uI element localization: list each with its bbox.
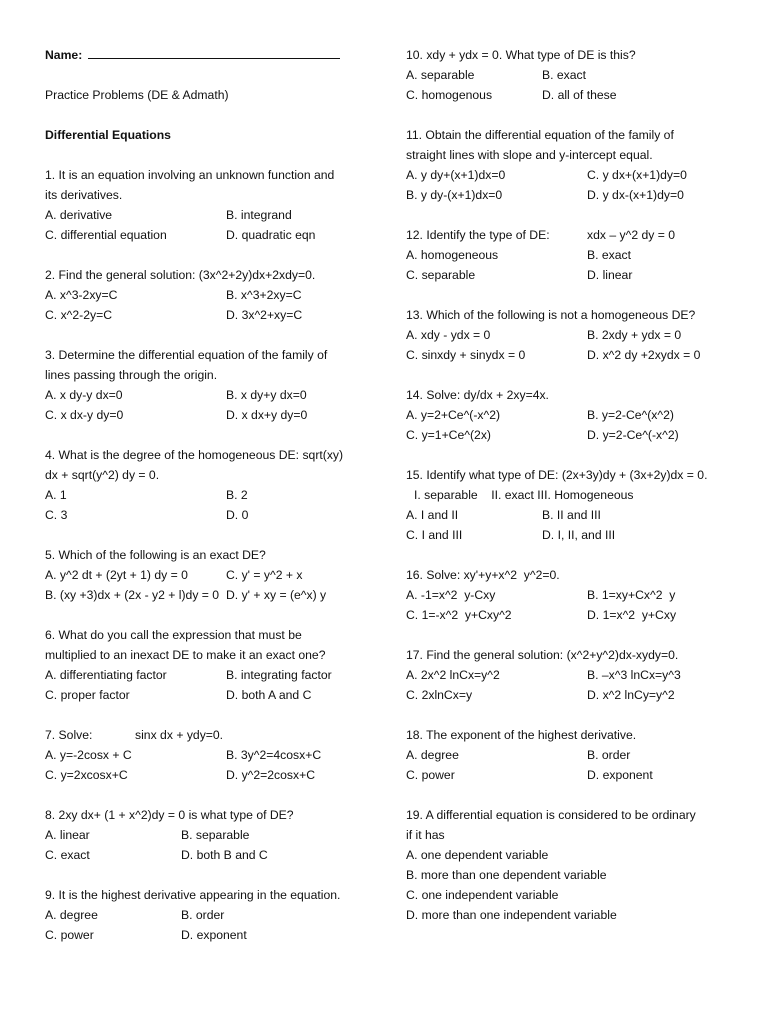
choice-row — [406, 265, 746, 285]
question-11 — [406, 125, 746, 205]
choice-option: D. more than one independent variable — [406, 908, 617, 922]
choice-option: B. more than one dependent variable — [406, 868, 607, 882]
choice-option: D. 1=x^2 y+Cxy — [587, 608, 677, 622]
choice-option: D. x dx+y dy=0 — [226, 408, 308, 422]
choice-option: A. y^2 dt + (2yt + 1) dy = 0 — [45, 568, 188, 582]
choice-option: A. y dy+(x+1)dx=0 — [406, 168, 506, 182]
choice-option: C. power — [406, 768, 455, 782]
choice-option: D. x^2 lnCy=y^2 — [587, 688, 675, 702]
choice-option: C. sinxdy + sinydx = 0 — [406, 348, 526, 362]
question-4 — [45, 445, 375, 525]
choice-option: C. 2xlnCx=y — [406, 688, 473, 702]
choice-option: A. one dependent variable — [406, 848, 549, 862]
choice-row — [406, 745, 746, 765]
choice-option: B. 3y^2=4cosx+C — [226, 748, 322, 762]
choice-option: B. 2xdy + ydx = 0 — [587, 328, 682, 342]
choice-option: A. x^3-2xy=C — [45, 288, 118, 302]
choice-option: D. I, II, and III — [542, 528, 616, 542]
choice-option: A. y=2+Ce^(-x^2) — [406, 408, 501, 422]
question-text: 14. Solve: dy/dx + 2xy=4x. — [406, 388, 549, 402]
question-2 — [45, 265, 375, 325]
choice-option: A. 2x^2 lnCx=y^2 — [406, 668, 500, 682]
choice-option: A. derivative — [45, 208, 113, 222]
choice-option: B. y=2-Ce^(x^2) — [587, 408, 674, 422]
choice-option: A. I and II — [406, 508, 459, 522]
question-text: multiplied to an inexact DE to make it an exact one? — [45, 648, 326, 662]
question-text: straight lines with slope and y-intercept equal. — [406, 148, 653, 162]
question-text: 17. Find the general solution: (x^2+y^2)dx-xydy=0. — [406, 648, 679, 662]
right-column — [406, 45, 746, 945]
question-text: 19. A differential equation is considered to be ordinary — [406, 808, 696, 822]
choice-option: D. 3x^2+xy=C — [226, 308, 303, 322]
question-text-row — [45, 725, 375, 745]
choice-option: B. exact — [587, 248, 632, 262]
choice-option: B. order — [181, 908, 225, 922]
choice-option: A. 1 — [45, 488, 67, 502]
choice-row — [406, 685, 746, 705]
question-1 — [45, 165, 375, 245]
name-blank-line — [88, 45, 340, 59]
choice-option: A. xdy - ydx = 0 — [406, 328, 491, 342]
question-text: 18. The exponent of the highest derivative. — [406, 728, 637, 742]
choice-option: B. exact — [542, 68, 587, 82]
choice-option: A. x dy-y dx=0 — [45, 388, 123, 402]
choice-row — [45, 485, 375, 505]
question-8 — [45, 805, 375, 865]
choice-row — [45, 765, 375, 785]
question-text-row — [406, 225, 746, 245]
question-text: 3. Determine the differential equation of the family of — [45, 348, 328, 362]
question-12 — [406, 225, 746, 285]
choice-option: D. x^2 dy +2xydx = 0 — [587, 348, 701, 362]
choice-option: D. all of these — [542, 88, 617, 102]
choice-option: B. II and III — [542, 508, 601, 522]
choice-option: C. y' = y^2 + x — [226, 568, 303, 582]
choice-option: B. –x^3 lnCx=y^3 — [587, 668, 681, 682]
choice-option: C. x dx-y dy=0 — [45, 408, 124, 422]
choice-option: D. y dx-(x+1)dy=0 — [587, 188, 684, 202]
choice-option: C. one independent variable — [406, 888, 559, 902]
question-text: 1. It is an equation involving an unknown function and — [45, 168, 335, 182]
question-7 — [45, 725, 375, 785]
choice-option: C. homogenous — [406, 88, 493, 102]
choice-option: C. y dx+(x+1)dy=0 — [587, 168, 687, 182]
choice-option: A. degree — [406, 748, 459, 762]
choice-option: D. y' + xy = (e^x) y — [226, 588, 327, 602]
question-text: 12. Identify the type of DE: — [406, 228, 550, 242]
choice-option: A. y=-2cosx + C — [45, 748, 132, 762]
question-13 — [406, 305, 746, 365]
question-9 — [45, 885, 375, 945]
choice-option: B. integrand — [226, 208, 292, 222]
question-16 — [406, 565, 746, 625]
choice-option: D. both B and C — [181, 848, 268, 862]
question-equation: sinx dx + ydy=0. — [135, 728, 224, 742]
question-14 — [406, 385, 746, 445]
choice-option: C. y=1+Ce^(2x) — [406, 428, 491, 442]
choice-row — [406, 425, 746, 445]
choice-row — [406, 185, 746, 205]
question-equation: xdx – y^2 dy = 0 — [587, 228, 676, 242]
choice-option: C. exact — [45, 848, 90, 862]
choice-row — [406, 85, 746, 105]
choice-option: A. homogeneous — [406, 248, 499, 262]
left-column — [45, 45, 375, 965]
question-text: dx + sqrt(y^2) dy = 0. — [45, 468, 160, 482]
question-text: 4. What is the degree of the homogeneous DE: sqrt(xy) — [45, 448, 344, 462]
question-text: 8. 2xy dx+ (1 + x^2)dy = 0 is what type of DE? — [45, 808, 294, 822]
choice-option: A. -1=x^2 y-Cxy — [406, 588, 496, 602]
choice-option: B. x^3+2xy=C — [226, 288, 302, 302]
name-label: Name: — [45, 48, 83, 62]
choice-option: B. 1=xy+Cx^2 y — [587, 588, 676, 602]
choice-option: C. separable — [406, 268, 476, 282]
choice-row — [45, 745, 375, 765]
choice-option: C. x^2-2y=C — [45, 308, 113, 322]
name-field — [45, 45, 375, 65]
choice-row — [45, 225, 375, 245]
choice-row — [406, 405, 746, 425]
choice-row — [45, 825, 375, 845]
choice-row — [45, 205, 375, 225]
choice-row — [45, 585, 375, 605]
choice-option: A. separable — [406, 68, 475, 82]
choice-row — [406, 325, 746, 345]
question-5 — [45, 545, 375, 605]
question-text: 16. Solve: xy'+y+x^2 y^2=0. — [406, 568, 560, 582]
choice-row — [406, 505, 746, 525]
choice-row — [406, 525, 746, 545]
choice-row — [406, 65, 746, 85]
choice-option: C. 1=-x^2 y+Cxy^2 — [406, 608, 512, 622]
choice-row — [406, 245, 746, 265]
choice-option: C. y=2xcosx+C — [45, 768, 128, 782]
choice-row — [45, 405, 375, 425]
choice-row — [45, 385, 375, 405]
choice-row — [45, 505, 375, 525]
choice-option: B. separable — [181, 828, 250, 842]
choice-option: D. y^2=2cosx+C — [226, 768, 316, 782]
choice-row — [45, 905, 375, 925]
choice-option: C. proper factor — [45, 688, 130, 702]
question-text: 5. Which of the following is an exact DE? — [45, 548, 266, 562]
question-text: 11. Obtain the differential equation of the family of — [406, 128, 674, 142]
question-10 — [406, 45, 746, 105]
question-6 — [45, 625, 375, 705]
question-text: 15. Identify what type of DE: (2x+3y)dy + (3x+2y)dx = 0. — [406, 468, 708, 482]
choice-option: B. (xy +3)dx + (2x - y2 + l)dy = 0 — [45, 588, 220, 602]
choice-row — [45, 285, 375, 305]
choice-row — [406, 345, 746, 365]
choice-row — [406, 605, 746, 625]
choice-option: D. y=2-Ce^(-x^2) — [587, 428, 679, 442]
choice-option: A. linear — [45, 828, 90, 842]
choice-row — [45, 845, 375, 865]
page-title: Practice Problems (DE & Admath) — [45, 88, 229, 102]
choice-option: C. I and III — [406, 528, 463, 542]
question-18 — [406, 725, 746, 785]
choice-option: A. differentiating factor — [45, 668, 167, 682]
choice-option: C. differential equation — [45, 228, 167, 242]
section-heading: Differential Equations — [45, 128, 171, 142]
choice-row — [406, 665, 746, 685]
choice-row — [45, 685, 375, 705]
choice-option: B. order — [587, 748, 631, 762]
question-17 — [406, 645, 746, 705]
choice-row — [45, 665, 375, 685]
choice-option: B. y dy-(x+1)dx=0 — [406, 188, 503, 202]
choice-option: D. exponent — [587, 768, 653, 782]
choice-option: B. x dy+y dx=0 — [226, 388, 307, 402]
choice-option: D. exponent — [181, 928, 247, 942]
choice-row — [45, 305, 375, 325]
question-text: 7. Solve: — [45, 728, 93, 742]
choice-option: A. degree — [45, 908, 98, 922]
choice-row — [406, 585, 746, 605]
choice-option: D. 0 — [226, 508, 249, 522]
question-statements: I. separable II. exact III. Homogeneous — [414, 488, 634, 502]
question-text: its derivatives. — [45, 188, 123, 202]
question-3 — [45, 345, 375, 425]
choice-option: C. 3 — [45, 508, 68, 522]
choice-option: B. integrating factor — [226, 668, 332, 682]
question-text: lines passing through the origin. — [45, 368, 218, 382]
choice-option: B. 2 — [226, 488, 248, 502]
choice-option: D. linear — [587, 268, 633, 282]
choice-row — [406, 765, 746, 785]
question-text: 6. What do you call the expression that must be — [45, 628, 302, 642]
choice-option: D. both A and C — [226, 688, 312, 702]
question-15 — [406, 465, 746, 545]
question-text: 9. It is the highest derivative appearing in the equation. — [45, 888, 341, 902]
question-text: 2. Find the general solution: (3x^2+2y)dx+2xdy=0. — [45, 268, 316, 282]
choice-row — [45, 925, 375, 945]
question-text: if it has — [406, 828, 445, 842]
question-text: 13. Which of the following is not a homogeneous DE? — [406, 308, 696, 322]
choice-option: C. power — [45, 928, 94, 942]
question-19 — [406, 805, 746, 925]
choice-row — [406, 165, 746, 185]
question-text: 10. xdy + ydx = 0. What type of DE is this? — [406, 48, 636, 62]
choice-row — [45, 565, 375, 585]
choice-option: D. quadratic eqn — [226, 228, 316, 242]
